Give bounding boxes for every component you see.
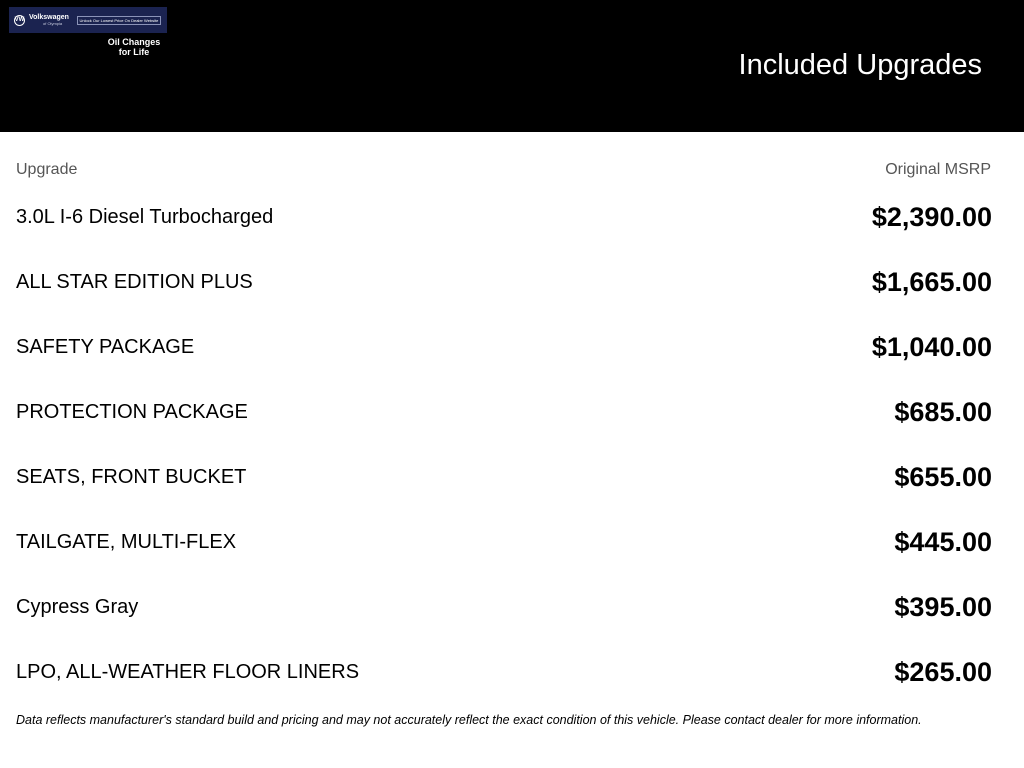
upgrade-row	[16, 591, 992, 656]
upgrade-name: SAFETY PACKAGE	[16, 336, 195, 358]
upgrade-price: $445.00	[894, 527, 992, 557]
upgrade-price: $1,665.00	[871, 267, 992, 297]
upgrade-row	[16, 396, 992, 461]
disclaimer-text: Data reflects manufacturer's standard build and pricing and may not accurately reflect the exact condition of this vehicle. Please contact dealer for more information.	[16, 713, 922, 727]
upgrade-name: TAILGATE, MULTI-FLEX	[16, 531, 237, 553]
upgrade-price: $395.00	[894, 592, 992, 622]
header-bar	[0, 0, 1024, 132]
upgrade-price: $265.00	[894, 657, 992, 687]
upgrade-row	[16, 266, 992, 331]
page-title: Included Upgrades	[738, 49, 982, 81]
upgrade-name: PROTECTION PACKAGE	[16, 401, 248, 423]
upgrade-name: Cypress Gray	[16, 596, 139, 618]
vw-logo-icon: VW	[14, 15, 25, 26]
column-header-msrp: Original MSRP	[885, 161, 991, 178]
upgrade-price: $2,390.00	[871, 202, 992, 232]
upgrade-price: $1,040.00	[871, 332, 992, 362]
upgrade-list	[16, 201, 992, 721]
dealer-brand-subtitle: of Olympia	[43, 21, 63, 26]
upgrade-name: SEATS, FRONT BUCKET	[16, 466, 247, 488]
upgrade-row	[16, 526, 992, 591]
dealer-website-link[interactable]: Unlock Our Lowest Price On Dealer Website	[77, 16, 161, 25]
oil-changes-tagline: Oil Changes for Life	[107, 37, 161, 57]
upgrade-price: $655.00	[894, 462, 992, 492]
dealer-brand-name: Volkswagen	[29, 14, 69, 21]
dealer-brand	[29, 14, 69, 26]
upgrade-name: LPO, ALL-WEATHER FLOOR LINERS	[16, 661, 360, 683]
upgrade-row	[16, 331, 992, 396]
upgrade-row	[16, 461, 992, 526]
column-header-upgrade: Upgrade	[16, 161, 78, 178]
upgrade-name: 3.0L I-6 Diesel Turbocharged	[16, 206, 274, 228]
upgrade-row	[16, 201, 992, 266]
upgrade-price: $685.00	[894, 397, 992, 427]
upgrade-name: ALL STAR EDITION PLUS	[16, 271, 253, 293]
dealer-banner[interactable]	[9, 7, 167, 33]
